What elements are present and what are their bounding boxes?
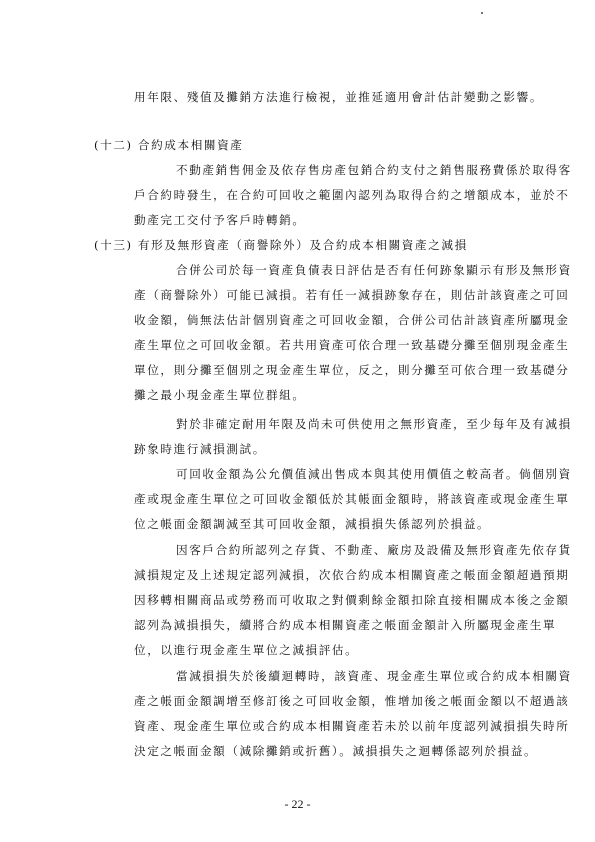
page-number: - 22 - bbox=[284, 797, 311, 811]
paragraph-reversal: 當減損損失於後續迴轉時，該資產、現金產生單位或合約成本相關資產之帳面金額調增至修訂後之可回收金額，惟增加後之帳面金額以不超過該資產、現金產生單位或合約成本相關資產若未於以前年度認列減損損失時所決定之帳面金額（減除攤銷或折舊）。減損損失之迴轉係認列於損益。 bbox=[134, 669, 572, 758]
paragraph-contract-related-impairment: 因客戶合約所認列之存貨、不動產、廠房及設備及無形資產先依存貨減損規定及上述規定認列減損，次依合約成本相關資產之帳面金額超過預期因移轉相關商品或勞務而可收取之對價剩餘金額扣除直接相關成本後之金額認列為減損損失，續將合約成本相關資產之帳面金額計入所屬現金產生單位，以進行現金產生單位之減損評估。 bbox=[134, 543, 572, 657]
scan-speck bbox=[481, 12, 483, 14]
section-heading-12: (十二) 合約成本相關資產 bbox=[94, 138, 244, 152]
paragraph-contract-costs: 不動產銷售佣金及依存售房產包銷合約支付之銷售服務費係於取得客戶合約時發生，在合約可回收之範圍內認列為取得合約之增額成本，並於不動產完工交付予客戶時轉銷。 bbox=[134, 163, 572, 227]
continued-paragraph: 用年限、殘值及攤銷方法進行檢視，並推延適用會計估計變動之影響。 bbox=[134, 90, 544, 104]
paragraph-intangible-testing: 對於非確定耐用年限及尚未可供使用之無形資產，至少每年及有減損跡象時進行減損測試。 bbox=[134, 417, 572, 456]
paragraph-recoverable-amount: 可回收金額為公允價值減出售成本與其使用價值之較高者。倘個別資產或現金產生單位之可回收金額低於其帳面金額時，將該資產或現金產生單位之帳面金額調減至其可回收金額，減損損失係認列於損益。 bbox=[134, 467, 572, 531]
paragraph-impairment-assessment: 合併公司於每一資產負債表日評估是否有任何跡象顯示有形及無形資產（商譽除外）可能已減損。若有任一減損跡象存在，則估計該資產之可回收金額，倘無法估計個別資產之可回收金額，合併公司估計該資產所屬現金產生單位之可回收金額。若共用資產可依合理一致基礎分攤至個別現金產生單位，則分攤至個別之現金產生單位，反之，則分攤至可依合理一致基礎分攤之最小現金產生單位群組。 bbox=[134, 263, 572, 402]
section-heading-13: (十三) 有形及無形資產（商譽除外）及合約成本相關資產之減損 bbox=[94, 238, 468, 252]
